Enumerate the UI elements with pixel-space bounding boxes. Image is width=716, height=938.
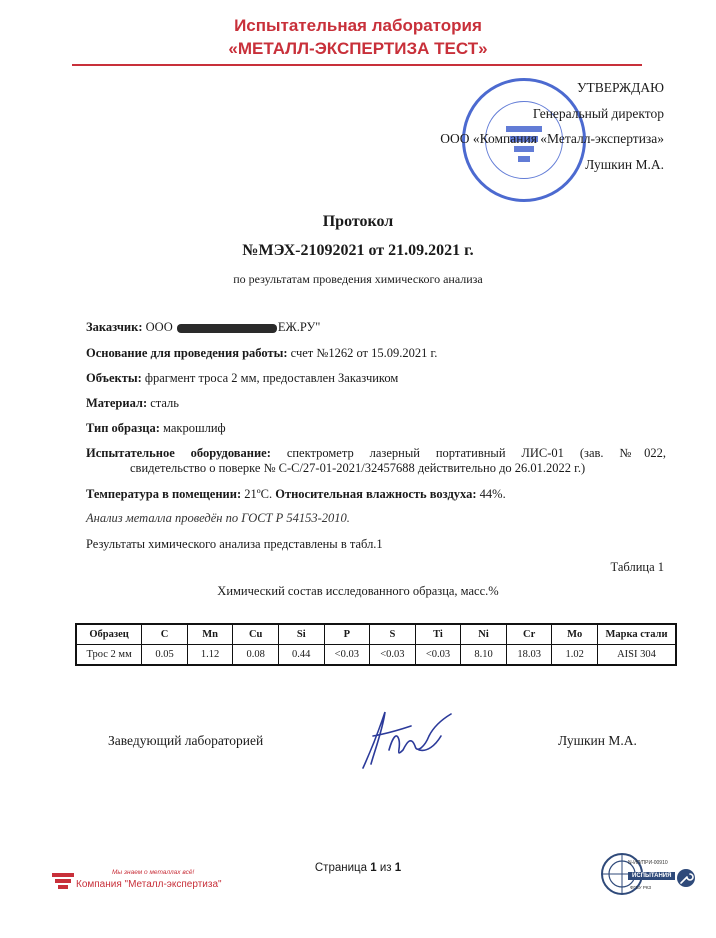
company-logo-icon — [52, 873, 74, 893]
approval-position: Генеральный директор — [532, 106, 664, 121]
material-label: Материал: — [86, 396, 148, 410]
temp-value: 21ºС. — [244, 487, 273, 501]
objects-value: фрагмент троса 2 мм, предоставлен Заказчиком — [144, 371, 399, 385]
material-value: сталь — [150, 396, 179, 410]
column-header: Ni — [461, 624, 507, 645]
lab-name: Испытательная лаборатория — [234, 16, 482, 35]
column-header: Cu — [233, 624, 279, 645]
customer-field — [86, 320, 320, 335]
results-table — [75, 623, 677, 666]
sample-type-label: Тип образца: — [86, 421, 160, 435]
column-header: Mn — [187, 624, 233, 645]
table-cell: 1.12 — [187, 645, 233, 666]
equipment-value-line1: спектрометр лазерный портативный ЛИС-01 (зав. №022, — [286, 446, 667, 460]
column-header: Ti — [415, 624, 461, 645]
cert-line2: ИСПЫТАНИЯ — [628, 872, 675, 880]
table-header-row — [76, 624, 676, 645]
approval-company: ООО «Компания «Металл-экспертиза» — [440, 131, 664, 146]
certification-mark — [600, 852, 700, 902]
column-header: Образец — [76, 624, 142, 645]
signature-role: Заведующий лабораторией — [108, 733, 264, 748]
protocol-subtitle: по результатам проведения химического анализа — [233, 272, 483, 286]
results-note: Результаты химического анализа представлены в табл.1 — [86, 537, 383, 551]
table-cell: <0.03 — [370, 645, 416, 666]
equipment-value-line2: свидетельство о поверке № С-С/27-01-2021/32457688 действительно до 26.01.2022 г.) — [130, 461, 586, 475]
table-cell: 8.10 — [461, 645, 507, 666]
header-divider — [72, 64, 642, 66]
customer-label: Заказчик: — [86, 320, 143, 334]
humidity-label: Относительная влажность воздуха: — [275, 487, 477, 501]
column-header: Mo — [552, 624, 598, 645]
column-header: Cr — [506, 624, 552, 645]
column-header: C — [142, 624, 188, 645]
protocol-number: №МЭХ-21092021 от 21.09.2021 г. — [242, 242, 474, 259]
protocol-title: Протокол — [322, 213, 394, 230]
objects-field — [86, 371, 398, 386]
basis-value: счет №1262 от 15.09.2021 г. — [290, 346, 438, 360]
page-of: из — [379, 862, 392, 874]
equipment-label: Испытательное оборудование: — [86, 446, 271, 460]
lab-title: «МЕТАЛЛ-ЭКСПЕРТИЗА ТЕСТ» — [228, 39, 488, 58]
customer-suffix: ЕЖ.РУ" — [277, 320, 321, 334]
sample-type-field — [86, 421, 226, 436]
company-logo — [52, 869, 232, 899]
customer-prefix: ООО — [145, 320, 173, 334]
logo-tagline: Мы знаем о металлах всё! — [112, 869, 195, 876]
table-cell: 0.08 — [233, 645, 279, 666]
temp-label: Температура в помещении: — [86, 487, 242, 501]
table-cell: <0.03 — [415, 645, 461, 666]
table-number: Таблица 1 — [610, 560, 664, 574]
signature-icon — [355, 706, 455, 774]
table-cell: 0.44 — [278, 645, 324, 666]
table-cell: AISI 304 — [598, 645, 677, 666]
page-current: 1 — [370, 862, 377, 874]
basis-label: Основание для проведения работы: — [86, 346, 288, 360]
page-prefix: Страница — [314, 862, 367, 874]
logo-name: Компания "Металл-экспертиза" — [76, 879, 222, 890]
table-cell: 1.02 — [552, 645, 598, 666]
table-cell: Трос 2 мм — [76, 645, 142, 666]
sample-type-value: макрошлиф — [163, 421, 226, 435]
column-header: S — [370, 624, 416, 645]
method-note: Анализ металла проведён по ГОСТ Р 54153-2010. — [86, 511, 350, 525]
approval-name: Лушкин М.А. — [585, 157, 664, 172]
objects-label: Объекты: — [86, 371, 142, 385]
column-header: Марка стали — [598, 624, 677, 645]
cert-line3: ФГБУ РКЗ — [630, 885, 652, 890]
approval-title: УТВЕРЖДАЮ — [576, 80, 664, 95]
column-header: Si — [278, 624, 324, 645]
column-header: P — [324, 624, 370, 645]
signature-name: Лушкин М.А. — [558, 733, 637, 748]
table-cell: 18.03 — [506, 645, 552, 666]
cert-line1: N-ИЛ/ПРИ-00910 — [628, 860, 668, 866]
humidity-value: 44%. — [479, 487, 506, 501]
table-row — [76, 645, 676, 666]
table-cell: 0.05 — [142, 645, 188, 666]
redaction-bar — [177, 324, 277, 333]
material-field — [86, 396, 179, 411]
basis-field — [86, 346, 437, 361]
wrench-icon — [676, 868, 696, 888]
table-caption: Химический состав исследованного образца, масс.% — [217, 584, 499, 598]
page-total: 1 — [394, 862, 402, 874]
conditions-field — [86, 487, 506, 502]
equipment-field — [86, 446, 666, 461]
table-cell: <0.03 — [324, 645, 370, 666]
